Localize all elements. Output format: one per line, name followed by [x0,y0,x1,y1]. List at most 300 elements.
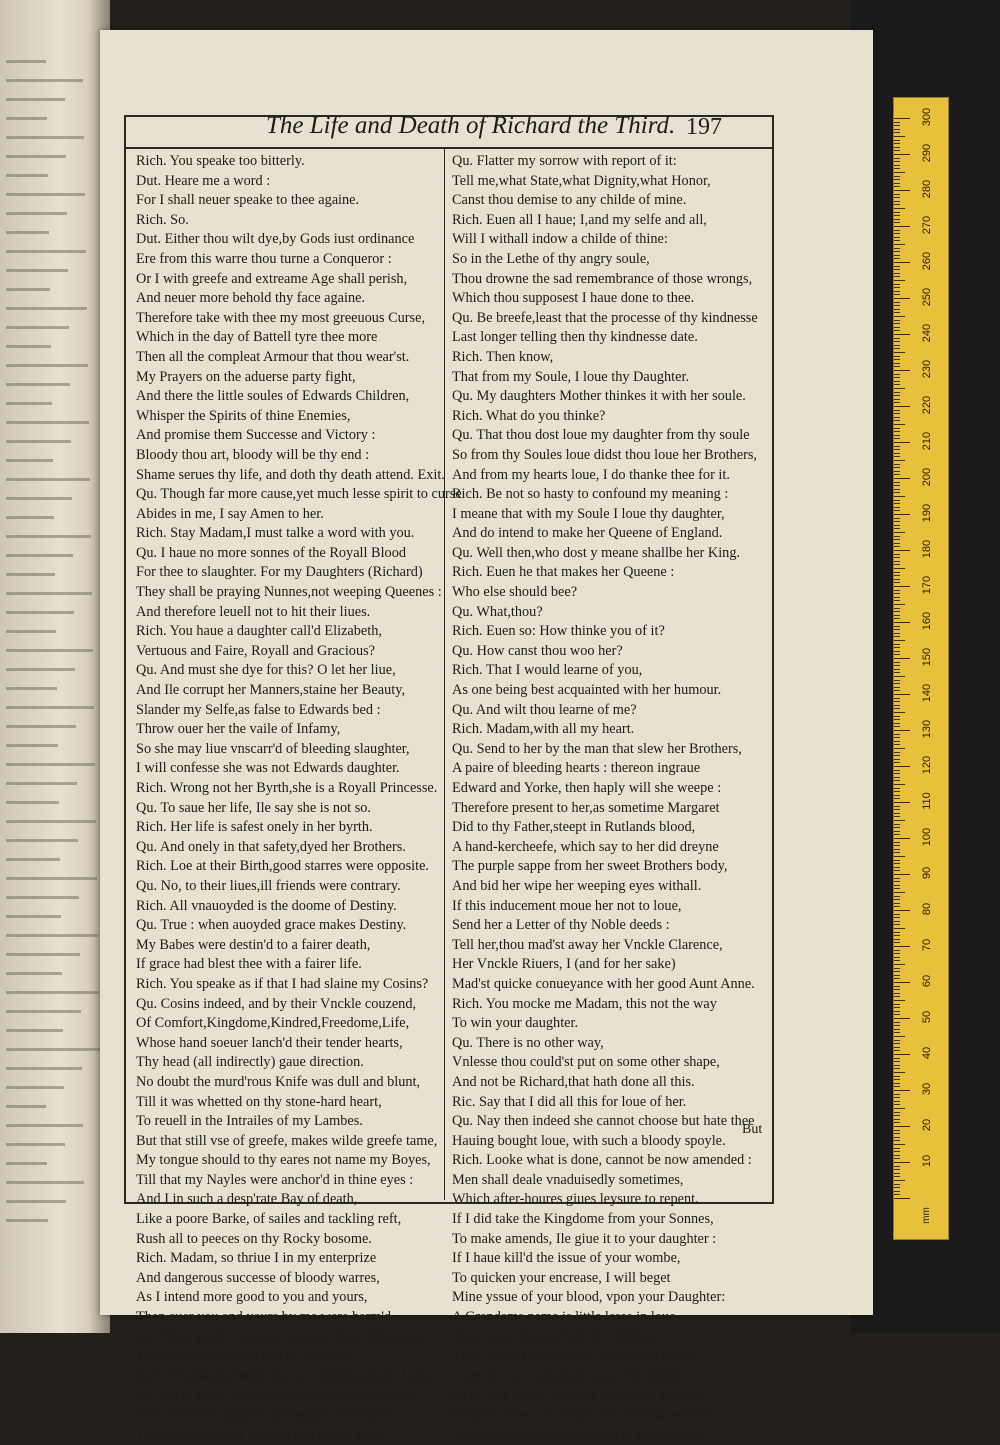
text-line: Rich. Looke what is done, cannot be now amended : [452,1152,752,1169]
text-line: Mine yssue of your blood, vpon your Daughter: [452,1289,726,1306]
text-line: Ere from this warre thou turne a Conqueror : [136,250,392,267]
ruler-tick [894,888,900,889]
text-line: The high Imperiall Type of this earths glory. [136,1426,389,1443]
ruler-tick [894,838,910,839]
ruler-tick [894,248,900,249]
ruler-tick [894,345,900,346]
ruler-tick [894,384,900,385]
ruler-tick [894,636,900,637]
text-line: Rich. You mocke me Madam, this not the way [452,995,717,1012]
ruler-tick [894,539,900,540]
ruler-tick [894,773,900,774]
ruler-tick [894,1108,905,1109]
ruler-tick [894,460,905,461]
facing-page-line [6,193,85,196]
ruler-tick [894,302,900,303]
ruler-tick [894,413,900,414]
ruler-tick [894,255,900,256]
text-line: To be discouered,that can do me good. [136,1348,357,1365]
text-line: Qu. How canst thou woo her? [452,642,623,659]
ruler-label: 50 [921,1010,933,1024]
facing-page-line [6,326,69,329]
facing-page-line [6,535,91,538]
ruler-tick [894,827,900,828]
text-line: Rich. Euen he that makes her Queene : [452,564,675,581]
facing-page-line [6,991,99,994]
ruler-tick [894,1112,900,1113]
ruler-tick [894,849,900,850]
ruler-tick [894,813,900,814]
ruler-label: 30 [921,1082,933,1096]
ruler-tick [894,842,900,843]
facing-page-line [6,573,55,576]
ruler-tick [894,503,900,504]
facing-page-line [6,877,97,880]
text-line: And I in such a desp'rate Bay of death, [136,1191,358,1208]
facing-page-line [6,801,59,804]
measuring-ruler [893,97,949,1240]
text-line: Qu. And onely in that safety,dyed her Brothers. [136,838,406,855]
ruler-tick [894,705,900,706]
ruler-tick [894,410,900,411]
text-line: And not be Richard,that hath done all this. [452,1073,695,1090]
text-line: Then is the doting Title of a Mother; [452,1328,661,1345]
ruler-tick [894,370,910,371]
ruler-tick [894,870,900,871]
text-line: Rich. Madam,with all my heart. [452,721,635,738]
ruler-tick [894,708,900,709]
ruler-tick [894,597,900,598]
ruler-tick [894,1148,900,1149]
text-line: Whose hand soeuer lanch'd their tender hearts, [136,1034,403,1051]
ruler-tick [894,798,900,799]
text-line: Of all one paine, saue for a night of groanes [452,1387,703,1404]
ruler-tick [894,258,900,259]
ruler-tick [894,330,900,331]
text-line: Rich. Madam, so thriue I in my enterprize [136,1250,377,1267]
text-line: Qu. Flatter my sorrow with report of it: [452,153,677,169]
text-line: Rich. All vnauoyded is the doome of Destiny. [136,897,397,914]
ruler-tick [894,449,900,450]
text-line: Therefore take with thee my most greeuous Curse, [136,309,426,326]
ruler-tick [894,172,905,173]
ruler-tick [894,978,900,979]
ruler-tick [894,273,900,274]
ruler-tick [894,824,900,825]
text-line: Qu. No, to their liues,ill friends were contrary. [136,877,401,894]
text-line: But that still vse of greefe, makes wilde greefe tame, [136,1132,438,1149]
ruler-tick [894,500,900,501]
ruler-tick [894,633,900,634]
ruler-tick [894,834,900,835]
facing-page-line [6,478,90,481]
ruler-tick [894,518,900,519]
ruler-tick [894,521,900,522]
text-line: Qu. There is no other way, [452,1034,604,1051]
facing-page-line [6,136,84,139]
ruler-tick [894,1187,900,1188]
ruler-tick [894,968,900,969]
facing-page-line [6,231,49,234]
ruler-label: 300 [921,107,933,127]
ruler-tick [894,604,905,605]
text-line: Bloody thou art, bloody will be thy end : [136,446,370,463]
text-line: Rich. Euen all I haue; I,and my selfe and all, [452,211,707,228]
ruler-tick [894,975,900,976]
ruler-tick [894,626,900,627]
ruler-tick [894,431,900,432]
ruler-tick [894,690,900,691]
ruler-tick [894,471,900,472]
ruler-tick [894,143,900,144]
ruler-tick [894,1061,900,1062]
text-line: Your Children were vexation to your youth, [452,1426,702,1443]
ruler-tick [894,510,900,511]
ruler-tick [894,550,910,551]
text-line: Rich. Wrong not her Byrth,she is a Royall Princesse. [136,780,438,796]
ruler-tick [894,982,910,983]
ruler-tick [894,618,900,619]
ruler-tick [894,647,900,648]
facing-page-line [6,307,87,310]
ruler-tick [894,1119,900,1120]
ruler-tick [894,132,900,133]
text-line: Who else should bee? [452,584,578,601]
ruler-tick [894,140,900,141]
ruler-tick [894,118,910,119]
ruler-label: 130 [921,719,933,739]
ruler-tick [894,1194,900,1195]
ruler-tick [894,161,900,162]
ruler-tick [894,932,900,933]
text-line: Whisper the Spirits of thine Enemies, [136,407,351,424]
ruler-tick [894,665,900,666]
ruler-tick [894,1101,900,1102]
ruler-tick [894,1011,900,1012]
text-line: Rich. So. [136,211,189,228]
text-line: Then euer you and yours by me were harm'd. [136,1309,395,1326]
text-line: Throw ouer her the vaile of Infamy, [136,721,341,738]
ruler-tick [894,788,900,789]
ruler-tick [894,222,900,223]
text-line: As I intend more good to you and yours, [136,1289,368,1306]
ruler-tick [894,478,910,479]
ruler-tick [894,1198,910,1199]
text-line: Thy head (all indirectly) gaue direction. [136,1054,364,1071]
text-line: Qu. Cosins indeed, and by their Vnckle couzend, [136,995,417,1012]
facing-page-line [6,402,52,405]
ruler-tick [894,683,900,684]
ruler-tick [894,388,905,389]
ruler-tick [894,795,900,796]
ruler-tick [894,622,910,623]
text-line: And from my hearts loue, I do thanke thee for it. [452,466,730,483]
ruler-label: 140 [921,683,933,703]
ruler-label: 270 [921,215,933,235]
ruler-tick [894,1025,900,1026]
ruler-tick [894,586,910,587]
ruler-tick [894,312,900,313]
text-line: Rich. That I would learne of you, [452,662,643,679]
text-line: Qu. And must she dye for this? O let her liue, [136,662,396,679]
ruler-tick [894,341,900,342]
text-line: Thou drowne the sad remembrance of those wrongs, [452,270,753,287]
ruler-tick [894,514,910,515]
ruler-tick [894,600,900,601]
facing-page-line [6,1124,83,1127]
facing-page-line [6,972,62,975]
text-line: Men shall deale vnaduisedly sometimes, [452,1171,684,1188]
facing-page-line [6,630,56,633]
ruler-label: 150 [921,647,933,667]
ruler-tick [894,183,900,184]
text-line: Tell her,thou mad'st away her Vnckle Clarence, [452,936,723,953]
ruler-tick [894,672,900,673]
text-line: So from thy Soules loue didst thou loue her Brothers, [452,446,757,463]
ruler-tick [894,168,900,169]
facing-page-line [6,554,73,557]
ruler-tick [894,564,900,565]
ruler-tick [894,809,900,810]
ruler-tick [894,201,900,202]
ruler-tick [894,1086,900,1087]
ruler-tick [894,867,900,868]
ruler-tick [894,406,910,407]
ruler-tick [894,802,910,803]
ruler-tick [894,1144,905,1145]
ruler-tick [894,298,910,299]
ruler-tick [894,305,900,306]
ruler-tick [894,176,900,177]
ruler-tick [894,996,900,997]
ruler-label: 200 [921,467,933,487]
text-line: Rich. Euen so: How thinke you of it? [452,623,665,640]
facing-page-line [6,1181,84,1184]
facing-page-line [6,1010,81,1013]
facing-page-line [6,497,72,500]
facing-page-edge [0,0,100,1333]
page-number: 197 [686,114,722,140]
ruler-label: 80 [921,902,933,916]
ruler-tick [894,525,900,526]
ruler-tick [894,1137,900,1138]
ruler-tick [894,1184,900,1185]
text-line: To reuell in the Intrailes of my Lambes. [136,1113,363,1130]
ruler-tick [894,651,900,652]
text-line: Edward and Yorke, then haply will she weepe : [452,780,722,796]
ruler-tick [894,536,900,537]
ruler-tick [894,356,900,357]
ruler-tick [894,957,900,958]
text-line: Vnlesse thou could'st put on some other shape, [452,1054,720,1071]
ruler-tick [894,428,900,429]
ruler-tick [894,215,900,216]
right-column [452,152,762,1445]
facing-page-line [6,1200,66,1203]
ruler-tick [894,575,900,576]
ruler-tick [894,946,910,947]
text-line: Tell me,what State,what Dignity,what Honor, [452,172,711,189]
ruler-tick [894,327,900,328]
facing-page-line [6,839,78,842]
ruler-tick [894,359,900,360]
text-line: They shall be praying Nunnes,not weeping Queenes : [136,584,442,601]
ruler-label: 120 [921,755,933,775]
ruler-tick [894,1036,905,1037]
ruler-tick [894,629,900,630]
facing-page-line [6,953,80,956]
text-line: Which in the day of Battell tyre thee more [136,329,378,346]
text-line: For thee to slaughter. For my Daughters (Richard) [136,564,423,581]
ruler-tick [894,381,900,382]
facing-page-line [6,725,76,728]
text-line: And bid her wipe her weeping eyes withall. [452,877,702,894]
ruler-tick [894,287,900,288]
text-line: Qu. Nay then indeed she cannot choose but hate thee [452,1113,755,1130]
text-line: And Ile corrupt her Manners,staine her Beauty, [136,682,406,699]
text-line: A hand-kercheefe, which say to her did dreyne [452,838,719,855]
text-line: That from my Soule, I loue thy Daughter. [452,368,690,385]
ruler-tick [894,1043,900,1044]
facing-page-line [6,744,58,747]
text-line: They are as Children but one steppe below, [452,1348,699,1365]
text-line: Qu. My daughters Mother thinkes it with her soule. [452,388,746,405]
ruler-tick [894,1097,900,1098]
ruler-tick [894,1054,910,1055]
text-frame [124,112,774,1443]
ruler-tick [894,964,905,965]
ruler-tick [894,899,900,900]
ruler-tick [894,399,900,400]
text-line: Rich. Stay Madam,I must talke a word with you. [136,525,415,542]
text-line: Canst thou demise to any childe of mine. [452,192,687,209]
facing-page-line [6,896,79,899]
ruler-tick [894,950,900,951]
ruler-tick [894,1155,900,1156]
ruler-tick [894,226,910,227]
text-line: To make amends, Ile giue it to your daughter : [452,1230,717,1247]
text-line: Ric. Say that I did all this for loue of her. [452,1093,687,1110]
text-line: Endur'd of her, for whom you bid like sorrow, [452,1407,715,1423]
ruler-tick [894,269,900,270]
ruler-tick [894,1169,900,1170]
ruler-tick [894,1004,900,1005]
ruler-tick [894,456,900,457]
facing-page-line [6,1048,100,1051]
header-rule [126,147,772,149]
facing-page-line [6,174,48,177]
ruler-tick [894,136,905,137]
ruler-tick [894,334,910,335]
ruler-unit-label: mm [920,1207,932,1224]
facing-page-line [6,440,71,443]
ruler-tick [894,845,900,846]
facing-page-line [6,934,98,937]
ruler-tick [894,590,900,591]
facing-page-line [6,516,54,519]
ruler-tick [894,251,900,252]
ruler-tick [894,906,900,907]
facing-page-line [6,117,47,120]
ruler-tick [894,442,910,443]
ruler-tick [894,190,910,191]
ruler-tick [894,1162,910,1163]
ruler-label: 70 [921,938,933,952]
ruler-tick [894,701,900,702]
text-line: If I haue kill'd the issue of your wombe, [452,1250,681,1267]
ruler-tick [894,244,905,245]
text-line: For I shall neuer speake to thee againe. [136,192,360,209]
text-line: Which after-houres giues leysure to repent. [452,1191,699,1208]
ruler-tick [894,496,905,497]
ruler-tick [894,744,900,745]
facing-page-line [6,383,70,386]
ruler-tick [894,546,900,547]
facing-page-line [6,288,50,291]
text-line: Abides in me, I say Amen to her. [136,505,324,522]
facing-page-line [6,1143,65,1146]
ruler-tick [894,806,900,807]
ruler-tick [894,766,910,767]
ruler-tick [894,863,900,864]
text-line: Of Comfort,Kingdome,Kindred,Freedome,Life, [136,1015,410,1032]
ruler-tick [894,309,900,310]
text-line: If I did take the Kingdome from your Sonnes, [452,1211,714,1228]
facing-page-line [6,250,86,253]
ruler-label: 230 [921,359,933,379]
text-line: Qu. True : when auoyded grace makes Destiny. [136,917,407,934]
facing-page-line [6,459,53,462]
ruler-tick [894,730,910,731]
ruler-tick [894,291,900,292]
left-column [136,152,462,1445]
text-line: And do intend to make her Queene of England. [452,525,723,542]
ruler-label: 20 [921,1118,933,1132]
ruler-tick [894,212,900,213]
text-line: Shame serues thy life, and doth thy death attend. Exit. [136,466,445,483]
text-line: Rich. Her life is safest onely in her byrth. [136,819,373,836]
text-line: Dut. Either thou wilt dye,by Gods iust ordinance [136,231,415,248]
text-line: As one being best acquainted with her humour. [452,682,722,699]
ruler-tick [894,676,905,677]
text-line: Till it was whetted on thy stone-hard heart, [136,1093,382,1110]
ruler-label: 220 [921,395,933,415]
ruler-tick [894,939,900,940]
text-line: Then all the compleat Armour that thou wear'st. [136,348,410,365]
ruler-tick [894,485,900,486]
ruler-tick [894,543,900,544]
ruler-tick [894,1050,900,1051]
ruler-tick [894,644,900,645]
ruler-tick [894,885,900,886]
ruler-tick [894,402,900,403]
text-line: So she may liue vnscarr'd of bleeding slaughter, [136,740,410,757]
text-line: If grace had blest thee with a fairer life. [136,956,362,973]
text-line: Rich. What do you thinke? [452,407,606,424]
ruler-tick [894,338,900,339]
ruler-tick [894,820,905,821]
ruler-tick [894,129,900,130]
ruler-tick [894,392,900,393]
text-line: If this inducement moue her not to loue, [452,897,682,914]
ruler-tick [894,464,900,465]
ruler-tick [894,374,900,375]
ruler-tick [894,194,900,195]
ruler-tick [894,492,900,493]
text-line: My tongue should to thy eares not name my Boyes, [136,1152,431,1169]
ruler-tick [894,150,900,151]
ruler-label: 160 [921,611,933,631]
